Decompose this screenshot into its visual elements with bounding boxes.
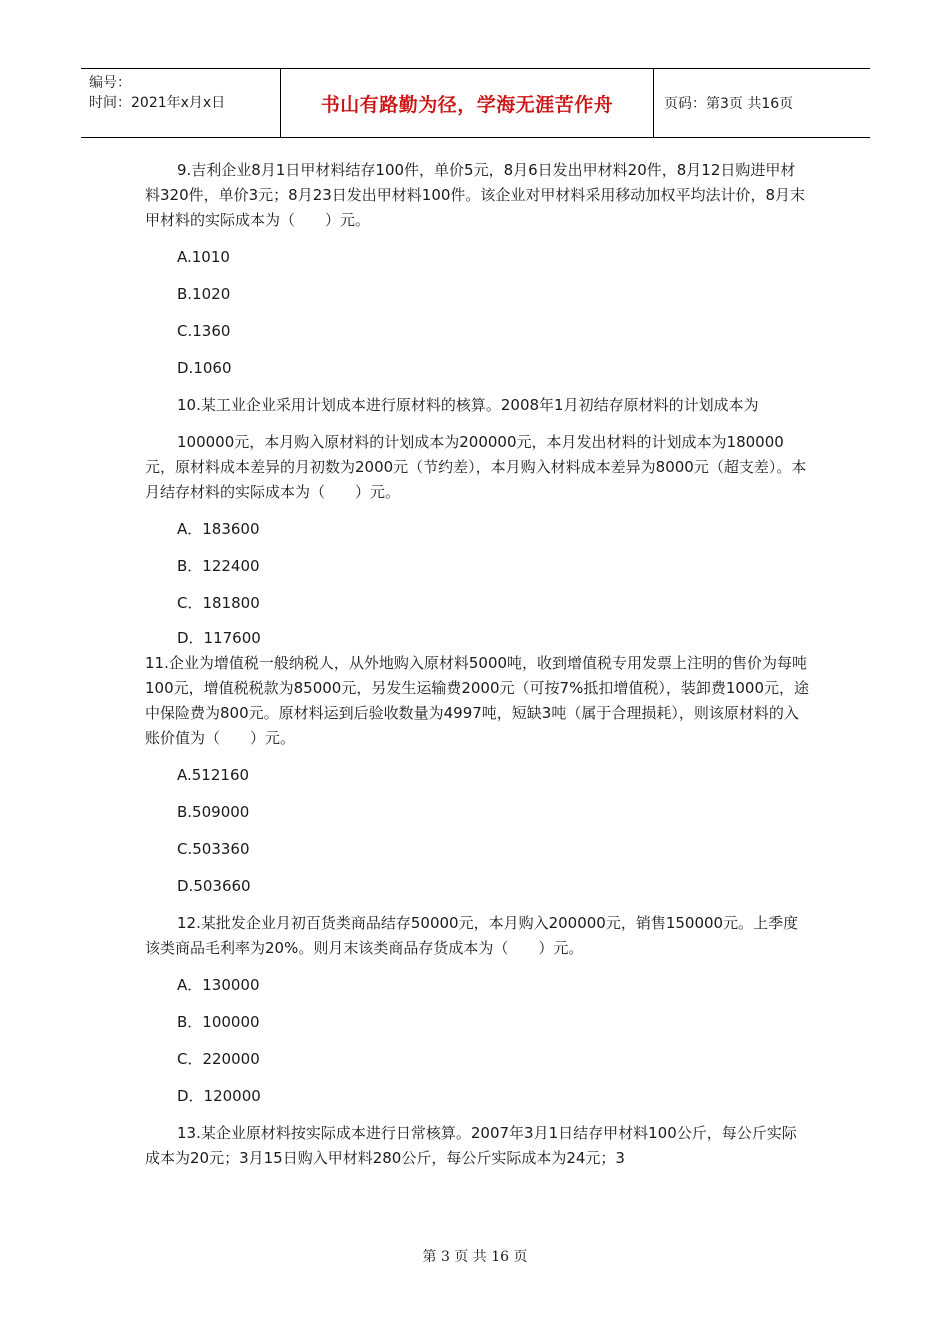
question-11-option-d: D.503660 <box>177 877 251 895</box>
header-page-info: 页码：第3页 共16页 <box>664 96 794 112</box>
question-10-stem: 10.某工业企业采用计划成本进行原材料的核算。2008年1月初结存原材料的计划成本为 <box>177 396 759 414</box>
question-11-option-a: A.512160 <box>177 766 250 784</box>
page-footer: 第 3 页 共 16 页 <box>422 1249 528 1265</box>
question-10-option-a: A．183600 <box>177 520 260 538</box>
question-9-option-d: D.1060 <box>177 359 232 377</box>
number-label: 编号： <box>89 75 131 91</box>
question-9-option-b: B.1020 <box>177 285 231 303</box>
question-12-option-a: A．130000 <box>177 976 260 994</box>
header-meta <box>81 69 281 137</box>
question-12-option-d: D．120000 <box>177 1087 261 1105</box>
time-label: 时间：2021年x月x日 <box>89 95 226 111</box>
question-13-stem: 13.某企业原材料按实际成本进行日常核算。2007年3月1日结存甲材料100公斤，每公斤实际成本为20元；3月15日购入甲材料280公斤，每公斤实际成本为24元；3 <box>145 1124 797 1167</box>
question-9-option-c: C.1360 <box>177 322 231 340</box>
header-motto: 书山有路勤为径，学海无涯苦作舟 <box>281 69 654 137</box>
question-10-option-d: D．117600 <box>177 629 261 647</box>
question-10-stem-continued: 100000元，本月购入原材料的计划成本为200000元，本月发出材料的计划成本为180000元，原材料成本差异的月初数为2000元（节约差），本月购入材料成本差异为8000元（超支差）。本月结存材料的实际成本为（ ）元。 <box>145 433 807 501</box>
question-9-option-a: A.1010 <box>177 248 230 266</box>
question-11-stem: 11.企业为增值税一般纳税人，从外地购入原材料5000吨，收到增值税专用发票上注明的售价为每吨100元，增值税税款为85000元，另发生运输费2000元（可按7%抵扣增值税），装卸费1000元，途中保险费为800元。原材料运到后验收数量为4997吨，短缺3吨（属于合理损耗），则该原材料的入账价值为（ ）元。 <box>145 654 809 747</box>
question-12-option-c: C．220000 <box>177 1050 260 1068</box>
question-12-option-b: B．100000 <box>177 1013 260 1031</box>
question-9-stem: 9.吉利企业8月1日甲材料结存100件，单价5元，8月6日发出甲材料20件，8月12日购进甲材料320件，单价3元；8月23日发出甲材料100件。该企业对甲材料采用移动加权平均法计价，8月末甲材料的实际成本为（ ）元。 <box>145 161 805 229</box>
question-11-option-c: C.503360 <box>177 840 250 858</box>
document-body <box>145 158 810 1171</box>
question-10-option-c: C．181800 <box>177 594 260 612</box>
page-header <box>81 68 870 138</box>
question-12-stem: 12.某批发企业月初百货类商品结存50000元，本月购入200000元，销售150000元。上季度该类商品毛利率为20%。则月末该类商品存货成本为（ ）元。 <box>145 914 799 957</box>
question-10-option-b: B．122400 <box>177 557 260 575</box>
question-11-option-b: B.509000 <box>177 803 250 821</box>
